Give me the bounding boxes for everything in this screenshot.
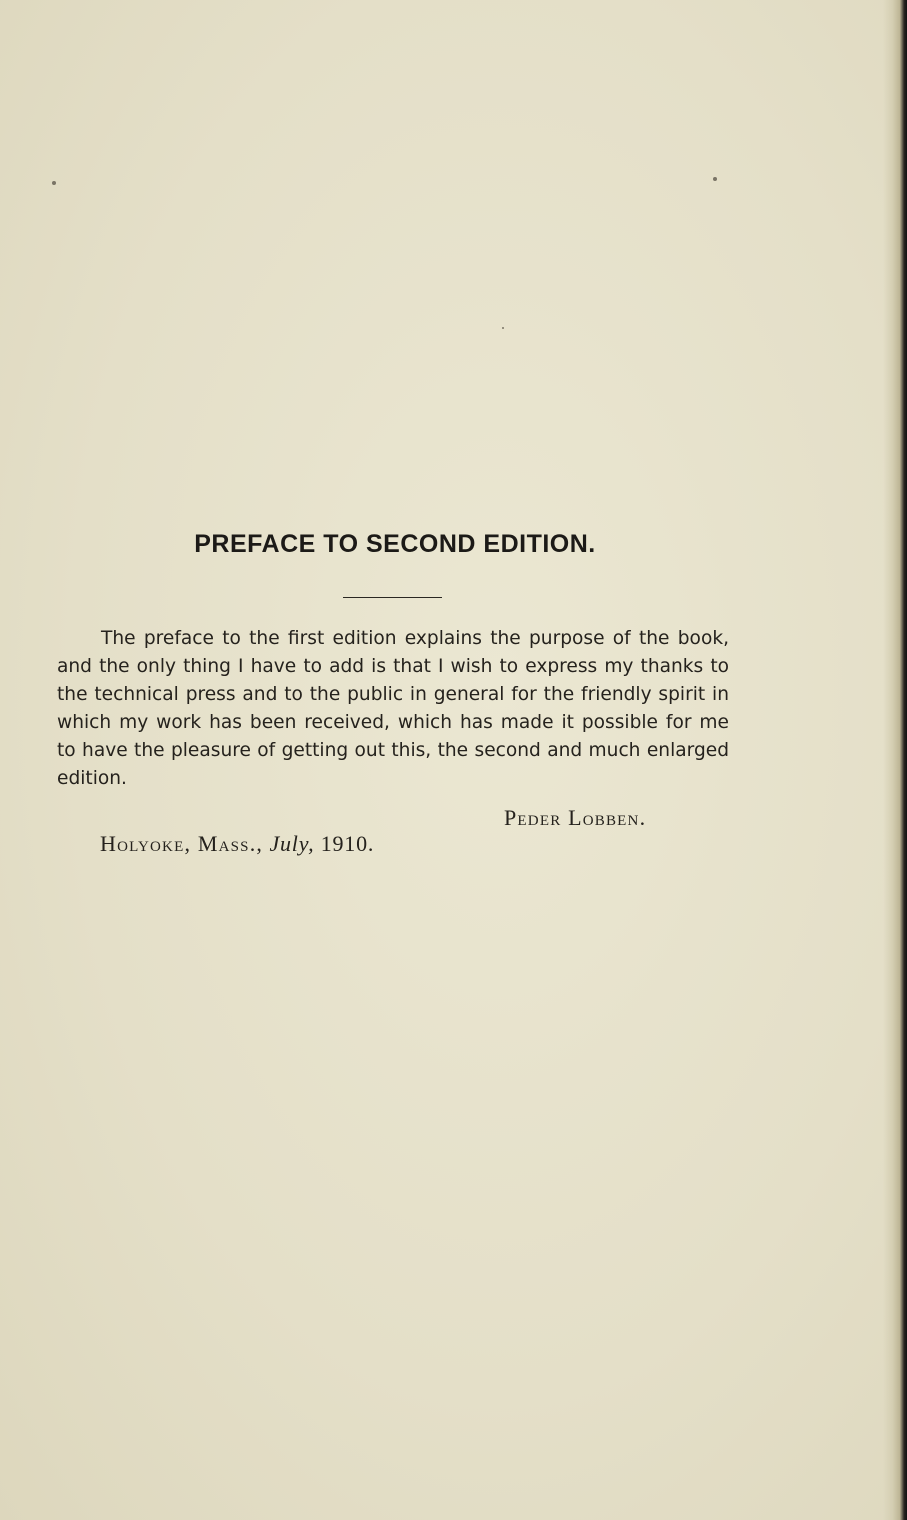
page-title: PREFACE TO SECOND EDITION. [194, 530, 596, 558]
author-signature: Peder Lobben. [504, 805, 647, 830]
place-and-date [100, 831, 374, 857]
title-divider [343, 597, 442, 598]
paper-speck [52, 181, 56, 185]
paper-speck [502, 327, 504, 329]
month-text: July, [269, 831, 315, 856]
paper-speck [713, 177, 717, 181]
year-text: 1910. [320, 831, 375, 856]
place-text: Holyoke, Mass., [100, 831, 264, 856]
page-binding-edge [883, 0, 907, 1520]
preface-paragraph: The preface to the first edition explains the purpose of the book, and the only thing I have to add is that I wish to express my thanks to the technical press and to the public in general for the friendly spirit in which my work has been received, which has made it possible for me to have the pleasure of getting out this, the second and much enlarged edition. [57, 628, 729, 789]
